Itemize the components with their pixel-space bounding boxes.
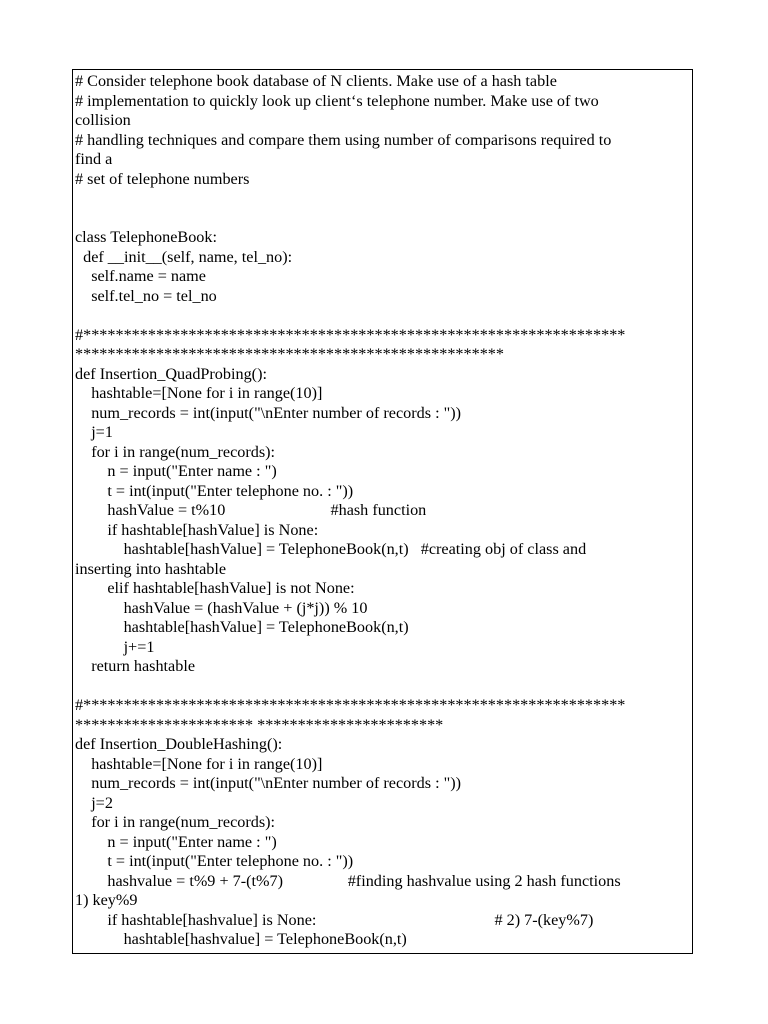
code-line: hashtable=[None for i in range(10)] [75, 384, 323, 402]
code-line: for i in range(num_records): [75, 442, 276, 461]
blank-line [75, 677, 690, 697]
code-line: hashtable=[None for i in range(10)] [75, 754, 323, 773]
blank-line [75, 306, 690, 326]
blank-line [75, 209, 690, 229]
code-line: collision [75, 111, 131, 129]
code-line: hashvalue = t%9 + 7-(t%7) #finding hashvalue using 2 hash functions [75, 871, 621, 890]
code-line: t = int(input("Enter telephone no. : ")) [75, 481, 354, 500]
code-line: hashtable[hashValue] = TelephoneBook(n,t) [75, 618, 409, 636]
code-line: def Insertion_DoubleHashing(): [75, 735, 283, 753]
code-line: # handling techniques and compare them using number of comparisons required to [75, 130, 612, 149]
code-line: num_records = int(input("\nEnter number of records : ")) [75, 403, 462, 422]
code-line: # set of telephone numbers [75, 169, 250, 188]
code-line: hashtable[hashvalue] = TelephoneBook(n,t) [75, 930, 407, 948]
code-listing [75, 72, 690, 950]
code-line: class TelephoneBook: [75, 228, 217, 246]
code-line: def Insertion_QuadProbing(): [75, 364, 267, 383]
code-line: hashValue = t%10 #hash function [75, 501, 427, 519]
code-line: hashValue = (hashValue + (j*j)) % 10 [75, 598, 368, 617]
code-line: hashtable[hashValue] = TelephoneBook(n,t) #creating obj of class and [75, 540, 587, 558]
code-line: 1) key%9 [75, 891, 138, 909]
code-line: def __init__(self, name, tel_no): [75, 247, 293, 266]
code-line: inserting into hashtable [75, 559, 227, 578]
code-line: t = int(input("Enter telephone no. : ")) [75, 852, 354, 870]
code-line: #******************************************************************* [75, 325, 626, 344]
code-line: n = input("Enter name : ") [75, 462, 277, 480]
code-line: for i in range(num_records): [75, 813, 276, 831]
code-line: ********************** *********************** [75, 715, 444, 734]
code-line: self.tel_no = tel_no [75, 286, 217, 305]
code-line: if hashtable[hashValue] is None: [75, 520, 319, 539]
code-line: return hashtable [75, 657, 196, 675]
code-line: j=2 [75, 793, 113, 812]
blank-line [75, 189, 690, 209]
code-line: ***************************************************** [75, 345, 504, 363]
code-line: num_records = int(input("\nEnter number of records : ")) [75, 774, 462, 792]
code-line: if hashtable[hashvalue] is None: # 2) 7-(key%7) [75, 910, 594, 929]
code-line: # implementation to quickly look up client‘s telephone number. Make use of two [75, 91, 599, 110]
code-line: #******************************************************************* [75, 696, 626, 714]
code-line: j=1 [75, 423, 113, 441]
code-line: # Consider telephone book database of N clients. Make use of a hash table [75, 72, 557, 90]
code-line: find a [75, 150, 113, 168]
code-line: j+=1 [75, 637, 155, 656]
code-line: elif hashtable[hashValue] is not None: [75, 579, 355, 597]
code-line: n = input("Enter name : ") [75, 832, 277, 851]
code-line: self.name = name [75, 267, 206, 285]
document-page [72, 69, 693, 954]
